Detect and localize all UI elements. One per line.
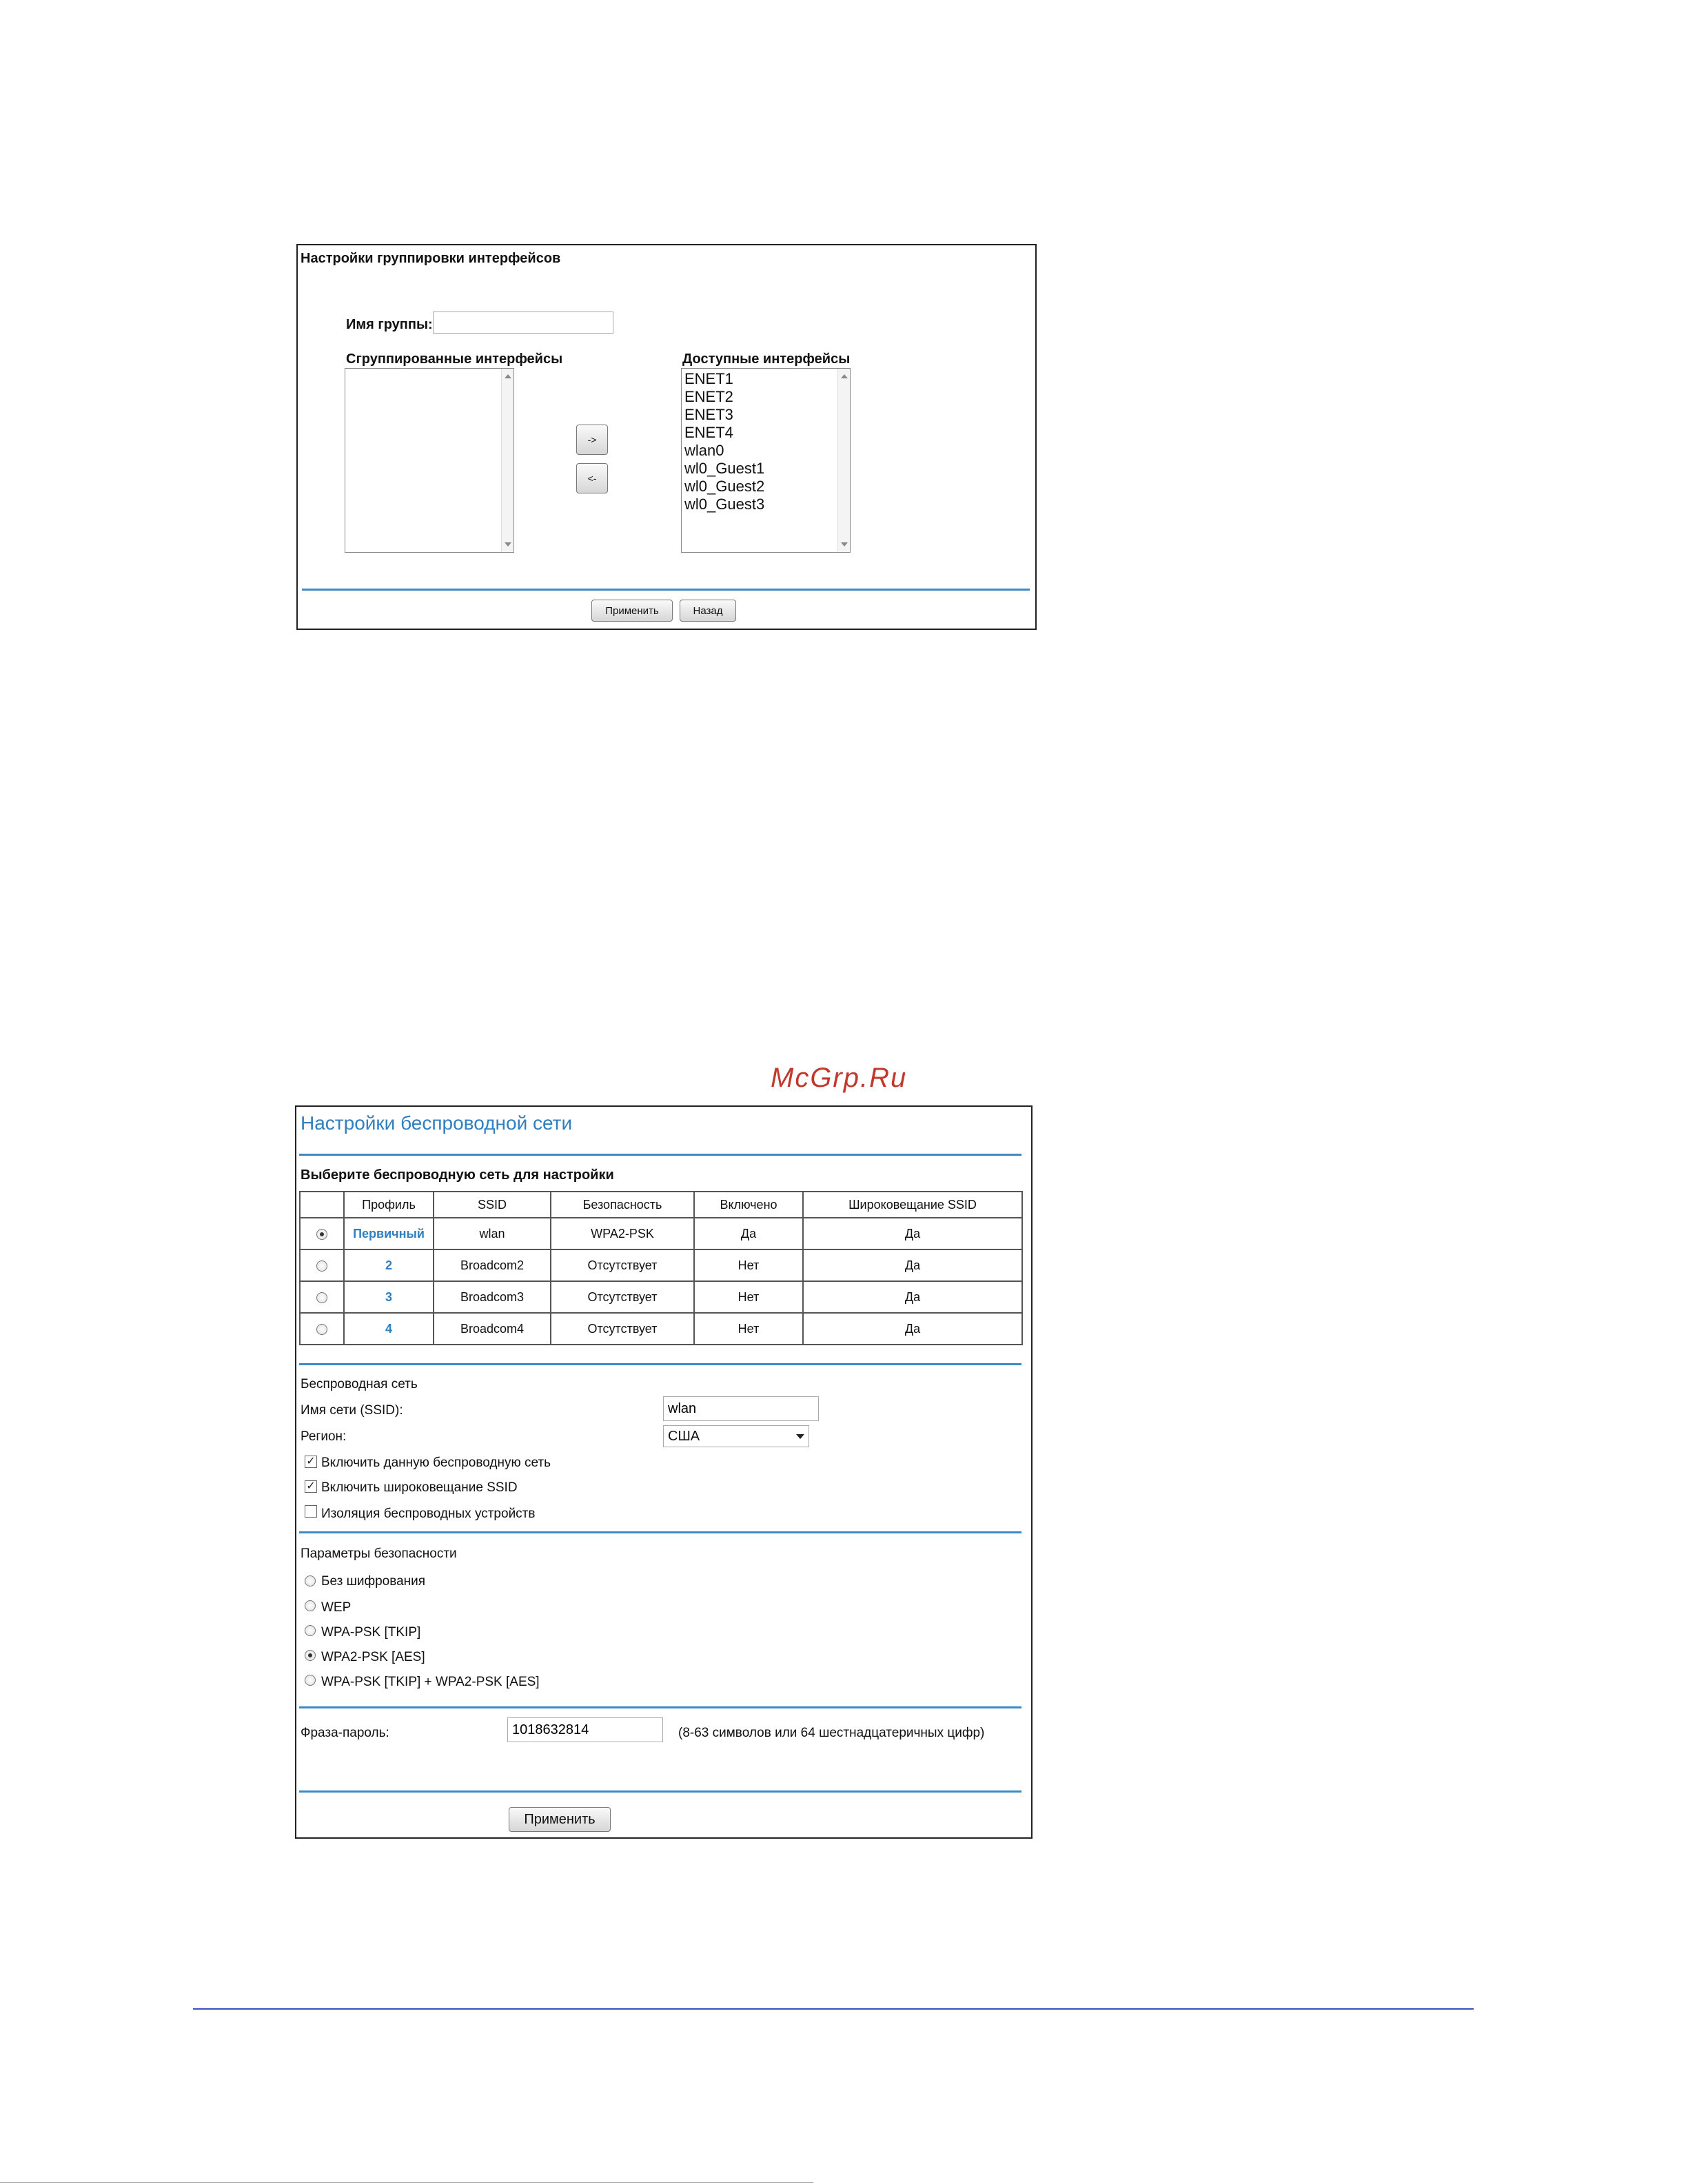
divider (299, 1363, 1021, 1365)
row-radio[interactable] (316, 1229, 327, 1240)
security-wpa2-aes-label: WPA2-PSK [AES] (321, 1650, 425, 1664)
region-selected-value: США (668, 1428, 700, 1444)
client-isolation-checkbox[interactable] (305, 1505, 317, 1518)
wireless-networks-table (299, 1191, 1023, 1345)
security-cell: Отсутствует (551, 1313, 694, 1345)
row-radio[interactable] (316, 1324, 327, 1335)
profile-link[interactable]: 2 (385, 1258, 392, 1272)
profile-cell[interactable] (344, 1249, 434, 1281)
footer-rule (193, 2008, 1474, 2010)
column-header-broadcast: Широковещание SSID (803, 1192, 1022, 1218)
security-wpa-tkip-radio[interactable] (305, 1625, 316, 1636)
profile-cell[interactable] (344, 1281, 434, 1313)
ssid-cell: Broadcom3 (434, 1281, 551, 1313)
passphrase-hint: (8-63 символов или 64 шестнадцатеричных цифр) (678, 1726, 985, 1740)
ssid-cell: Broadcom4 (434, 1313, 551, 1345)
list-item[interactable]: ENET3 (684, 406, 733, 423)
grouped-interfaces-list[interactable] (345, 368, 514, 553)
row-radio[interactable] (316, 1261, 327, 1272)
column-header-ssid: SSID (434, 1192, 551, 1218)
security-cell: WPA2-PSK (551, 1218, 694, 1249)
divider (299, 1531, 1021, 1533)
profile-cell[interactable] (344, 1218, 434, 1249)
security-wpa-tkip-label: WPA-PSK [TKIP] (321, 1625, 421, 1640)
broadcast-cell: Да (803, 1313, 1022, 1345)
enabled-cell: Нет (694, 1249, 803, 1281)
table-row[interactable] (300, 1249, 1022, 1281)
column-header-enabled: Включено (694, 1192, 803, 1218)
grouped-interfaces-label: Сгруппированные интерфейсы (346, 351, 563, 367)
region-select[interactable] (663, 1425, 809, 1447)
column-header-select (300, 1192, 344, 1218)
security-wpa2-aes-radio[interactable] (305, 1650, 316, 1661)
row-select-cell[interactable] (300, 1281, 344, 1313)
wireless-network-section-label: Беспроводная сеть (301, 1377, 418, 1391)
security-mixed-radio[interactable] (305, 1675, 316, 1686)
page-title: Настройки беспроводной сети (301, 1112, 573, 1134)
row-select-cell[interactable] (300, 1218, 344, 1249)
table-row[interactable] (300, 1218, 1022, 1249)
available-interfaces-label: Доступные интерфейсы (682, 351, 851, 367)
security-none-radio[interactable] (305, 1575, 316, 1586)
list-item[interactable]: wl0_Guest2 (684, 478, 765, 495)
scroll-up-icon[interactable] (505, 374, 511, 378)
profile-link[interactable]: 4 (385, 1321, 392, 1336)
ssid-label: Имя сети (SSID): (301, 1403, 403, 1418)
list-item[interactable]: wl0_Guest3 (684, 496, 765, 513)
list-item[interactable]: ENET2 (684, 388, 733, 405)
enable-network-checkbox[interactable]: ✓ (305, 1456, 317, 1468)
bottom-rule (0, 2182, 813, 2183)
row-radio[interactable] (316, 1292, 327, 1303)
list-item[interactable]: ENET1 (684, 370, 733, 387)
enable-ssid-broadcast-checkbox[interactable]: ✓ (305, 1480, 317, 1493)
passphrase-input[interactable] (507, 1717, 663, 1742)
apply-button[interactable]: Применить (509, 1807, 611, 1832)
security-cell: Отсутствует (551, 1249, 694, 1281)
scrollbar[interactable] (501, 369, 513, 552)
interface-grouping-panel (296, 244, 1037, 630)
enable-ssid-broadcast-label: Включить широковещание SSID (321, 1480, 518, 1495)
row-select-cell[interactable] (300, 1313, 344, 1345)
list-item[interactable]: ENET4 (684, 424, 733, 441)
profile-link[interactable]: 3 (385, 1289, 392, 1304)
divider (299, 1706, 1021, 1708)
enabled-cell: Нет (694, 1313, 803, 1345)
divider (302, 589, 1030, 591)
wireless-settings-panel (295, 1105, 1033, 1839)
scrollbar[interactable] (837, 369, 850, 552)
divider (299, 1154, 1021, 1156)
column-header-profile: Профиль (344, 1192, 434, 1218)
column-header-security: Безопасность (551, 1192, 694, 1218)
broadcast-cell: Да (803, 1218, 1022, 1249)
table-header-row (300, 1192, 1022, 1218)
security-wep-label: WEP (321, 1600, 352, 1615)
ssid-cell: Broadcom2 (434, 1249, 551, 1281)
security-mixed-label: WPA-PSK [TKIP] + WPA2-PSK [AES] (321, 1675, 540, 1689)
passphrase-label: Фраза-пароль: (301, 1726, 389, 1740)
move-right-button[interactable]: -> (576, 425, 608, 455)
scroll-down-icon[interactable] (841, 542, 848, 547)
profile-cell[interactable] (344, 1313, 434, 1345)
enable-network-label: Включить данную беспроводную сеть (321, 1456, 551, 1470)
available-interfaces-items (684, 370, 764, 513)
security-cell: Отсутствует (551, 1281, 694, 1313)
select-network-label: Выберите беспроводную сеть для настройки (301, 1167, 614, 1183)
back-button[interactable]: Назад (680, 600, 736, 622)
row-select-cell[interactable] (300, 1249, 344, 1281)
available-interfaces-list[interactable] (681, 368, 851, 553)
table-row[interactable] (300, 1281, 1022, 1313)
list-item[interactable]: wlan0 (684, 442, 724, 459)
apply-button[interactable]: Применить (591, 600, 673, 622)
table-row[interactable] (300, 1313, 1022, 1345)
enabled-cell: Нет (694, 1281, 803, 1313)
broadcast-cell: Да (803, 1249, 1022, 1281)
group-name-input[interactable] (433, 312, 613, 334)
watermark: McGrp.Ru (771, 1063, 908, 1093)
profile-link[interactable]: Первичный (353, 1226, 425, 1241)
divider (299, 1790, 1021, 1793)
broadcast-cell: Да (803, 1281, 1022, 1313)
region-label: Регион: (301, 1429, 347, 1444)
security-none-label: Без шифрования (321, 1574, 426, 1589)
ssid-cell: wlan (434, 1218, 551, 1249)
ssid-input[interactable] (663, 1396, 819, 1421)
scroll-down-icon[interactable] (505, 542, 511, 547)
group-name-label: Имя группы: (346, 317, 433, 332)
chevron-down-icon (796, 1434, 804, 1439)
list-item[interactable]: wl0_Guest1 (684, 460, 765, 477)
scroll-up-icon[interactable] (841, 374, 848, 378)
move-left-button[interactable]: <- (576, 463, 608, 493)
enabled-cell: Да (694, 1218, 803, 1249)
client-isolation-label: Изоляция беспроводных устройств (321, 1507, 536, 1521)
security-section-label: Параметры безопасности (301, 1547, 457, 1561)
panel-title: Настройки группировки интерфейсов (301, 251, 561, 266)
security-wep-radio[interactable] (305, 1600, 316, 1611)
